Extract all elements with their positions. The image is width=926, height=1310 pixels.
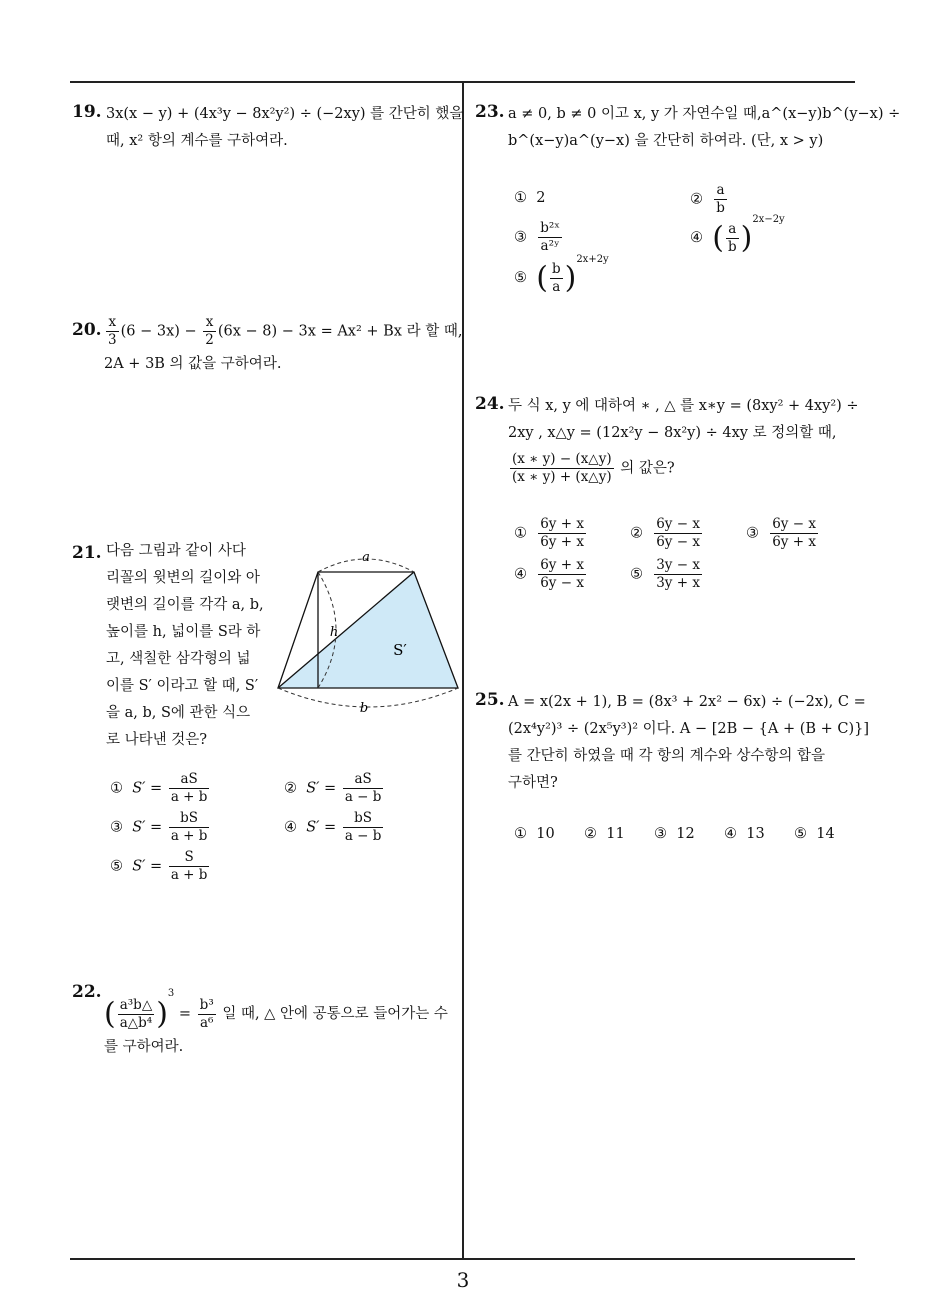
q20-number: 20. [72,320,102,340]
q22-text [104,980,448,1061]
q24-option-1[interactable]: ① $\frac{6y + x}{6y + x}$ [514,516,584,550]
q23-option-5[interactable]: ⑤ ( $\frac{b}{a}$ )$^{2x+2y}$ [514,254,609,296]
q24-option-5[interactable]: ⑤ $\frac{3y - x}{3y + x}$ [630,557,700,591]
q21-line: 다음 그림과 같이 사다 [106,543,246,559]
q21-line: 리꼴의 윗변의 길이와 아 [106,570,260,586]
q20-rest: (6x − 8) − 3x = Ax² + Bx 라 할 때, [217,323,463,340]
q25-option-5[interactable]: ⑤ 14 [794,826,835,842]
q25-option-4[interactable]: ④ 13 [724,826,765,842]
q23-option-1[interactable]: ① 2 [514,190,546,206]
q24-line3: $\frac{(x ∗ y) - (x\triangle y)}{(x ∗ y) + (x\triangle y)}$ 의 값은? [512,451,675,485]
label-h: h [329,625,339,640]
q24-option-2[interactable]: ② $\frac{6y - x}{6y - x}$ [630,516,700,550]
q21-option-1[interactable]: ① S′ = $\frac{aS}{a + b}$ [110,771,208,805]
q22-line2: 를 구하여라. [104,1038,184,1055]
q23-line1: a ≠ 0, b ≠ 0 이고 x, y 가 자연수일 때,a^(x−y)b^(y−x) ÷ [508,106,901,122]
q21-line: 로 나타낸 것은? [106,732,208,748]
q24-option-4[interactable]: ④ $\frac{6y + x}{6y - x}$ [514,557,584,591]
q21-line: 을 a, b, S에 관한 식으 [106,705,251,721]
q24-text [508,393,859,486]
bottom-rule [70,1258,855,1260]
q25-text [508,689,869,797]
q25-line4: 구하면? [508,775,558,791]
q19-number: 19. [72,102,102,122]
q20-line1 [104,314,462,349]
q21-option-4[interactable]: ④ S′ = $\frac{bS}{a - b}$ [284,810,382,844]
q20-frac1: $\frac{x}{3}$ [108,314,117,348]
trapezoid-diagram [272,548,462,718]
label-b: b [359,701,369,716]
q22-line1: ( $\frac{\text{a³b△}}{\text{a△b⁴}}$ )$^3$ = $\frac{\text{b³}}{\text{a⁶}}$ 일 때, △ 안에 공통으로 들어가는 수 [104,988,448,1032]
q20-text [104,314,462,378]
q20-frac2: $\frac{x}{2}$ [205,314,214,348]
q21-line: 랫변의 길이를 각각 a, b, [106,597,264,613]
q21-line: 이를 S′ 이라고 할 때, S′ [106,678,259,694]
q21-number: 21. [72,543,102,563]
q23-number: 23. [475,102,505,122]
q21-line: 높이를 h, 넓이를 S라 하 [106,624,261,640]
q25-line2: (2x⁴y²)³ ÷ (2x⁵y³)² 이다. A − [2B − {A + (B + C)}] [508,721,870,737]
q24-option-3[interactable]: ③ $\frac{6y - x}{6y + x}$ [746,516,816,550]
q20-line2: 2A + 3B 의 값을 구하여라. [104,356,282,372]
q19-text [106,101,463,155]
q25-number: 25. [475,690,505,710]
q20-mid: (6 − 3x) − [120,323,197,340]
q23-option-3[interactable]: ③ $\frac{\text{b²ˣ}}{\text{a²ʸ}}$ [514,220,560,254]
q19-line2: 때, x² 항의 계수를 구하여라. [106,133,288,149]
q25-option-1[interactable]: ① 10 [514,826,555,842]
q19-line1: 3x(x − y) + (4x³y − 8x²y²) ÷ (−2xy) 를 간단히 했을 [106,106,464,122]
q22-number: 22. [72,982,102,1002]
q24-number: 24. [475,394,505,414]
q23-option-4[interactable]: ④ ( $\frac{a}{b}$ )$^{2x-2y}$ [690,214,785,256]
q23-text [508,101,900,155]
label-s-prime: S′ [393,641,407,659]
q25-option-3[interactable]: ③ 12 [654,826,695,842]
q22-inner-frac: $\frac{\text{a³b△}}{\text{a△b⁴}}$ [119,996,153,1031]
q24-line1: 두 식 x, y 에 대하여 ∗ , △ 를 x∗y = (8xy² + 4xy²) ÷ [508,398,859,414]
q21-line: 고, 색칠한 삼각형의 넓 [106,651,251,667]
q25-option-2[interactable]: ② 11 [584,826,625,842]
q25-line3: 를 간단히 하였을 때 각 항의 계수와 상수항의 합을 [508,748,826,764]
q21-option-5[interactable]: ⑤ S′ = $\frac{S}{a + b}$ [110,849,208,883]
q22-tail: 일 때, △ 안에 공통으로 들어가는 수 [222,1006,448,1022]
q23-line2: b^(x−y)a^(y−x) 을 간단히 하여라. (단, x > y) [508,133,824,149]
q22-rhs-frac: $\frac{\text{b³}}{\text{a⁶}}$ [199,996,214,1031]
column-divider [462,82,464,1259]
q21-option-3[interactable]: ③ S′ = $\frac{bS}{a + b}$ [110,810,208,844]
page-number: 3 [456,1268,470,1292]
q21-text [106,538,264,754]
q25-line1: A = x(2x + 1), B = (8x³ + 2x² − 6x) ÷ (−2x), C = [508,694,866,710]
label-a: a [362,550,370,565]
q24-frac: $\frac{(x ∗ y) - (x\triangle y)}{(x ∗ y) + (x\triangle y)}$ [512,451,612,485]
q21-option-2[interactable]: ② S′ = $\frac{aS}{a - b}$ [284,771,382,805]
q24-line2: 2xy , x△y = (12x²y − 8x²y) ÷ 4xy 로 정의할 때, [508,425,837,441]
shaded-triangle [278,572,458,688]
q23-option-2[interactable]: ② $\frac{a}{b}$ [690,182,725,216]
